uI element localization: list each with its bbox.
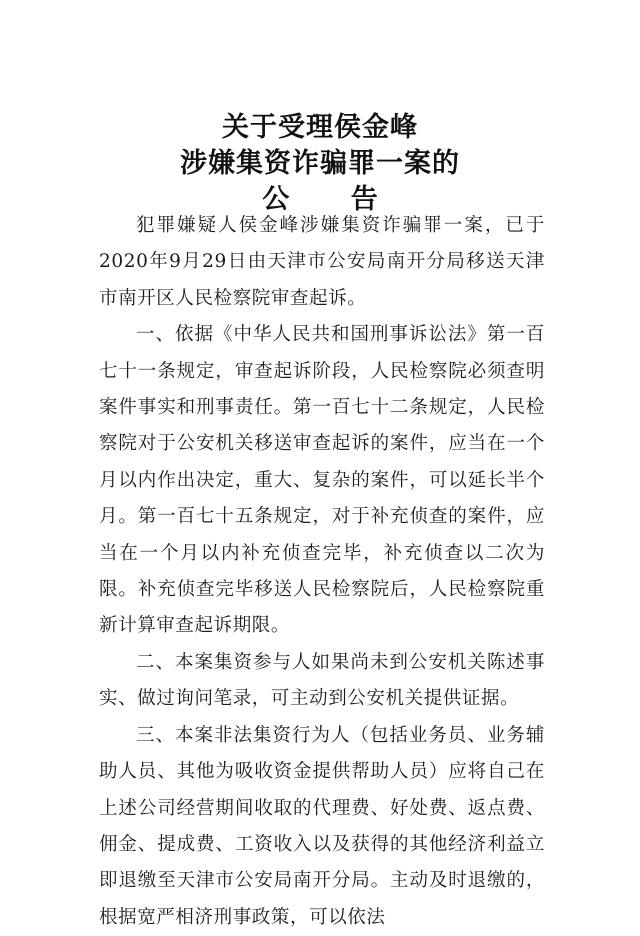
notice-body	[99, 208, 545, 936]
title-line-1: 关于受理侯金峰	[222, 112, 418, 143]
notice-title	[0, 110, 640, 218]
paragraph-intro: 犯罪嫌疑人侯金峰涉嫌集资诈骗罪一案，已于2020年9月29日由天津市公安局南开分局移送天津市南开区人民检察院审查起诉。	[99, 215, 545, 309]
paragraph-item-1: 一、依据《中华人民共和国刑事诉讼法》第一百七十一条规定，审查起诉阶段，人民检察院必须查明案件事实和刑事责任。第一百七十二条规定，人民检察院对于公安机关移送审查起诉的案件，应当在一个月以内作出决定，重大、复杂的案件，可以延长半个月。第一百七十五条规定，对于补充侦查的案件，应当在一个月以内补充侦查完毕，补充侦查以二次为限。补充侦查完毕移送人民检察院后，人民检察院重新计算审查起诉期限。	[99, 324, 545, 637]
title-line-2: 涉嫌集资诈骗罪一案的	[180, 148, 460, 179]
title-line-3: 公 告	[262, 184, 404, 215]
paragraph-item-3: 三、本案非法集资行为人（包括业务员、业务辅助人员、其他为吸收资金提供帮助人员）应将自己在上述公司经营期间收取的代理费、好处费、返点费、佣金、提成费、工资收入以及获得的其他经济利益立即退缴至天津市公安局南开分局。主动及时退缴的，根据宽严相济刑事政策，可以依法	[99, 724, 545, 928]
paragraph-item-2: 二、本案集资参与人如果尚未到公安机关陈述事实、做过询问笔录，可主动到公安机关提供证据。	[99, 651, 545, 710]
